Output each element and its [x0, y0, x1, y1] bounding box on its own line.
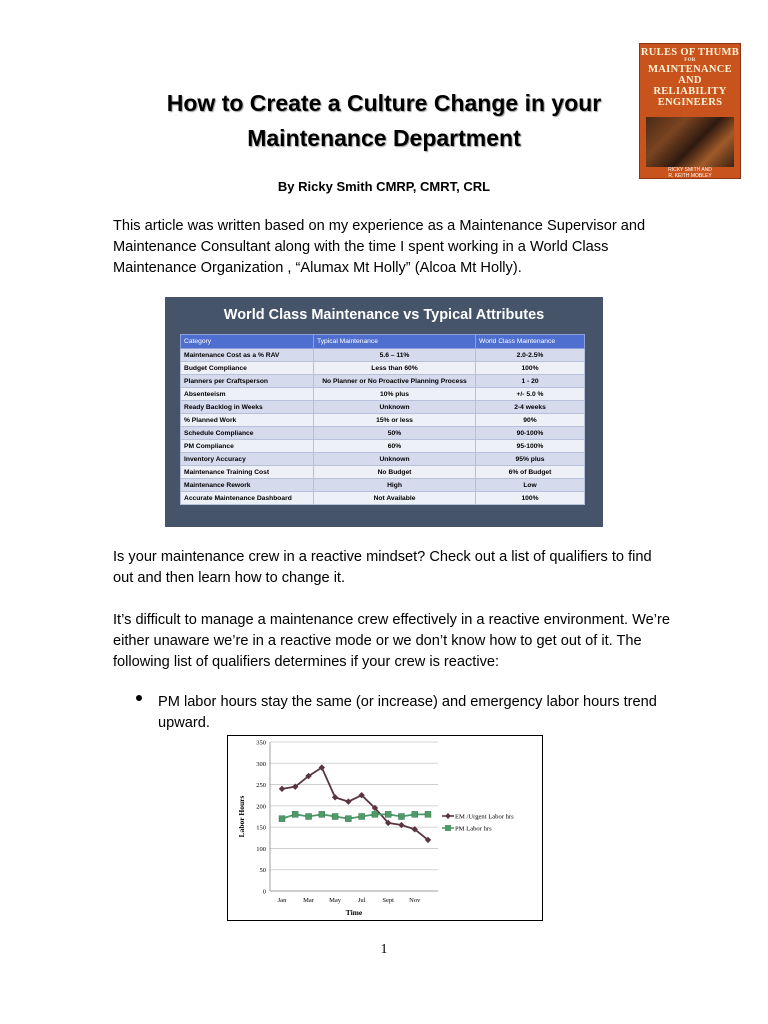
cell-world-class: Low — [476, 479, 585, 492]
book-title-line: ENGINEERS — [657, 97, 723, 108]
y-tick-label: 0 — [262, 888, 266, 896]
cell-category: Maintenance Cost as a % RAV — [181, 349, 314, 362]
comparison-table-figure — [165, 297, 603, 527]
book-cover-image — [639, 43, 741, 179]
table-figure-title: World Class Maintenance vs Typical Attributes — [223, 307, 545, 323]
table-header-row — [181, 335, 585, 349]
header-world-class: World Class Maintenance — [476, 335, 585, 349]
table-row — [181, 479, 585, 492]
y-tick-label: 50 — [259, 867, 266, 875]
intro-paragraph: This article was written based on my experience as a Maintenance Supervisor and Maintenance Consultant along with the time I spent working in a World Class Maintenance Organization , “Alumax Mt Holly” (Alcoa Mt Holly). — [113, 218, 646, 276]
x-tick-label: Jul — [357, 897, 366, 904]
data-point-square — [398, 814, 404, 820]
legend-marker — [445, 813, 451, 819]
y-tick-label: 350 — [256, 739, 266, 747]
cell-world-class: 95% plus — [476, 453, 585, 466]
table-row — [181, 375, 585, 388]
table-row — [181, 427, 585, 440]
cell-category: Schedule Compliance — [181, 427, 314, 440]
cell-category: Budget Compliance — [181, 362, 314, 375]
cell-world-class: +/- 5.0 % — [476, 388, 585, 401]
bullet-item-1: PM labor hours stay the same (or increase) and emergency labor hours trend upward. — [158, 694, 657, 731]
cell-category: Planners per Craftsperson — [181, 375, 314, 388]
table-row — [181, 362, 585, 375]
series-line — [282, 768, 428, 840]
data-point-square — [292, 811, 298, 817]
book-authors — [643, 168, 737, 179]
cell-typical: 5.6 – 11% — [314, 349, 476, 362]
table-row — [181, 466, 585, 479]
header-typical: Typical Maintenance — [314, 335, 476, 349]
y-tick-label: 300 — [256, 760, 266, 768]
book-title-line: RELIABILITY — [653, 86, 727, 97]
data-point-diamond — [279, 786, 285, 792]
table-row — [181, 453, 585, 466]
title-line-2: Maintenance Department — [247, 125, 521, 151]
cell-world-class: 100% — [476, 492, 585, 505]
cell-typical: 15% or less — [314, 414, 476, 427]
qualifiers-paragraph: It’s difficult to manage a maintenance crew effectively in a reactive environment. We’re either unaware we’re in a reactive mode or we don’t know how to get out of it. The following list of qualifiers determines if your crew is reactive: — [113, 612, 671, 670]
table-row — [181, 388, 585, 401]
book-cover-photo — [646, 117, 734, 167]
y-tick-label: 250 — [256, 782, 266, 790]
legend-label: EM /Urgent Labor hrs — [455, 813, 514, 821]
data-point-square — [385, 811, 391, 817]
legend-label: PM Labor hrs — [455, 825, 492, 833]
cell-world-class: 2-4 weeks — [476, 401, 585, 414]
data-point-square — [372, 811, 378, 817]
header-category: Category — [181, 335, 314, 349]
cell-typical: Unknown — [314, 401, 476, 414]
data-point-square — [359, 814, 365, 820]
book-author-line: RICKY SMITH AND — [668, 167, 712, 173]
chart-svg — [228, 736, 544, 922]
cell-typical: High — [314, 479, 476, 492]
x-tick-label: Sept — [382, 897, 394, 904]
cell-category: Ready Backlog in Weeks — [181, 401, 314, 414]
page-number: 1 — [380, 942, 388, 957]
x-tick-label: Nov — [409, 897, 421, 904]
cell-world-class: 90% — [476, 414, 585, 427]
y-tick-label: 100 — [256, 845, 266, 853]
cell-category: Maintenance Training Cost — [181, 466, 314, 479]
cell-typical: 60% — [314, 440, 476, 453]
data-point-diamond — [345, 798, 351, 804]
cell-typical: Not Available — [314, 492, 476, 505]
cell-world-class: 95-100% — [476, 440, 585, 453]
book-title — [640, 47, 740, 108]
book-title-line: MAINTENANCE AND — [648, 64, 732, 86]
table-row — [181, 414, 585, 427]
cell-typical: 50% — [314, 427, 476, 440]
cell-world-class: 90-100% — [476, 427, 585, 440]
cell-category: Absenteeism — [181, 388, 314, 401]
cell-category: Accurate Maintenance Dashboard — [181, 492, 314, 505]
cell-typical: Unknown — [314, 453, 476, 466]
cell-category: PM Compliance — [181, 440, 314, 453]
book-title-line: RULES OF THUMB — [640, 47, 740, 58]
cell-world-class: 100% — [476, 362, 585, 375]
data-point-square — [332, 814, 338, 820]
bullet-point-icon — [136, 695, 142, 701]
y-axis-label: Labor Hours — [237, 795, 246, 838]
legend-marker — [445, 825, 451, 831]
table-row — [181, 492, 585, 505]
page-title — [120, 86, 648, 156]
comparison-table — [180, 334, 585, 505]
table-row — [181, 401, 585, 414]
cell-category: % Planned Work — [181, 414, 314, 427]
data-point-square — [345, 816, 351, 822]
cell-typical: 10% plus — [314, 388, 476, 401]
cell-typical: No Planner or No Proactive Planning Process — [314, 375, 476, 388]
reactive-mindset-paragraph: Is your maintenance crew in a reactive mindset? Check out a list of qualifiers to find out and then learn how to change it. — [113, 549, 652, 586]
data-point-square — [279, 816, 285, 822]
x-tick-label: May — [329, 897, 342, 904]
data-point-square — [319, 811, 325, 817]
data-point-diamond — [332, 794, 338, 800]
cell-typical: No Budget — [314, 466, 476, 479]
cell-world-class: 1 - 20 — [476, 375, 585, 388]
data-point-square — [412, 811, 418, 817]
cell-typical: Less than 60% — [314, 362, 476, 375]
byline: By Ricky Smith CMRP, CMRT, CRL — [277, 179, 491, 194]
y-tick-label: 200 — [256, 803, 266, 811]
table-row — [181, 440, 585, 453]
cell-category: Maintenance Rework — [181, 479, 314, 492]
x-tick-label: Jan — [277, 897, 287, 904]
x-tick-label: Mar — [303, 897, 314, 904]
x-axis-label: Time — [345, 908, 363, 917]
cell-world-class: 2.0-2.5% — [476, 349, 585, 362]
data-point-square — [425, 811, 431, 817]
table-row — [181, 349, 585, 362]
data-point-square — [306, 814, 312, 820]
series-line — [282, 814, 428, 818]
labor-hours-chart — [227, 735, 543, 921]
cell-world-class: 6% of Budget — [476, 466, 585, 479]
title-line-1: How to Create a Culture Change in your — [166, 90, 602, 116]
book-title-line: FOR — [684, 58, 696, 63]
y-tick-label: 150 — [256, 824, 266, 832]
book-author-line: R. KEITH MOBLEY — [668, 172, 712, 179]
cell-category: Inventory Accuracy — [181, 453, 314, 466]
